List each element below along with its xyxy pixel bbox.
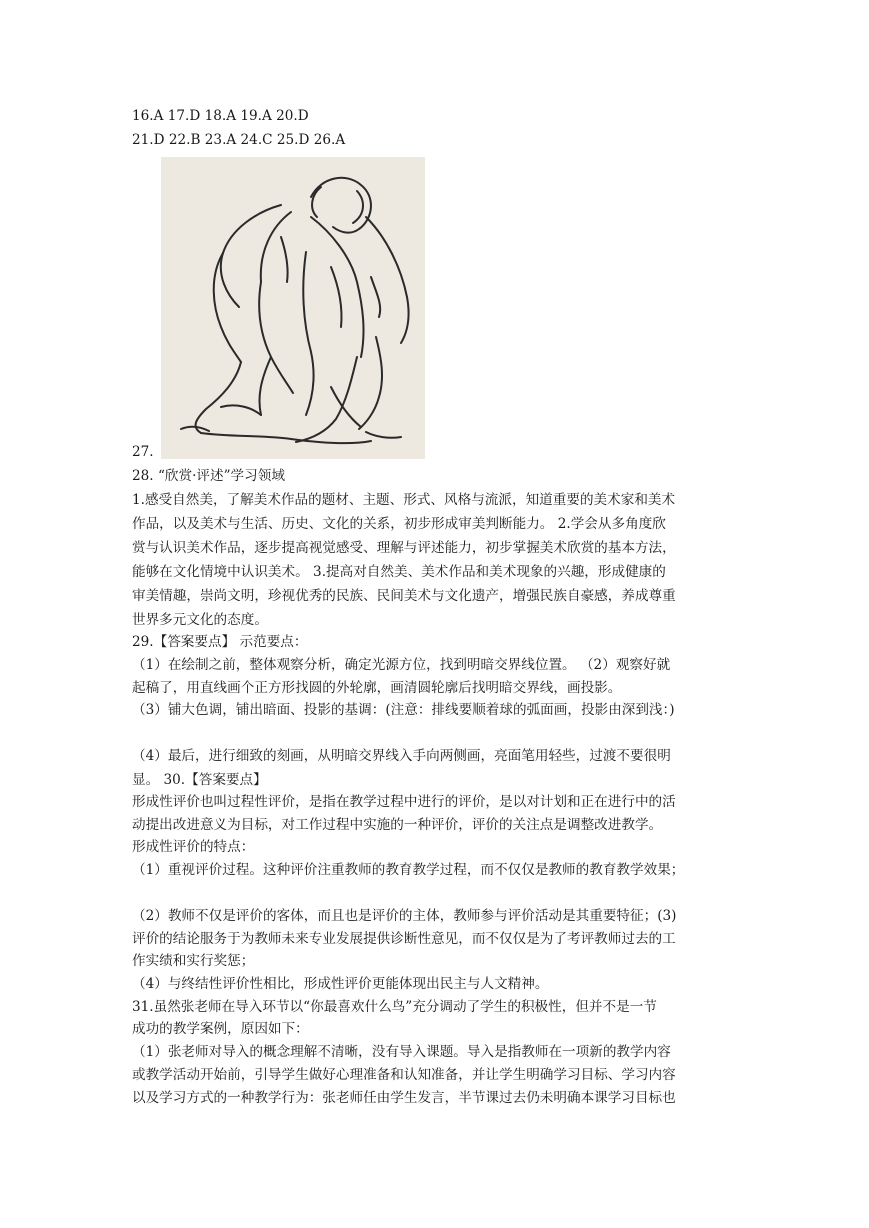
q28-heading: 28. “欣赏·评述”学习领域 xyxy=(132,468,285,484)
ink-figure-sketch xyxy=(161,157,425,459)
text-line: 以及学习方式的一种教学行为：张老师任由学生发言，半节课过去仍未明确本课学习目标也 xyxy=(132,1090,676,1106)
text-line: 评价的结论服务于为教师未来专业发展提供诊断性意见，而不仅仅是为了考评教师过去的工 xyxy=(132,931,676,947)
text-line: 1.感受自然美，了解美术作品的题材、主题、形式、风格与流派，知道重要的美术家和美术 xyxy=(132,492,676,508)
text-line: 起稿了，用直线画个正方形找圆的外轮廓，画清圆轮廓后找明暗交界线，画投影。 xyxy=(132,680,622,696)
text-line: 形成性评价也叫过程性评价，是指在教学过程中进行的评价，是以对计划和正在进行中的活 xyxy=(132,794,676,810)
q31-heading: 31.虽然张老师在导入环节以“你最喜欢什么鸟”充分调动了学生的积极性，但并不是一节 xyxy=(132,999,657,1015)
text-line: 能够在文化情境中认识美术。 3.提高对自然美、美术作品和美术现象的兴趣，形成健康的 xyxy=(132,564,666,580)
text-line: （1）在绘制之前，整体观察分析，确定光源方位，找到明暗交界线位置。 （2）观察好就 xyxy=(132,657,671,673)
text-line: （2）教师不仅是评价的客体，而且也是评价的主体，教师参与评价活动是其重要特征；(3) xyxy=(132,908,677,924)
text-line: 世界多元文化的态度。 xyxy=(132,612,268,628)
text-line: （1）重视评价过程。这种评价注重教师的教育教学过程，而不仅仅是教师的教育教学效果； xyxy=(132,862,685,878)
q30-heading: 显。 30.【答案要点】 xyxy=(132,772,267,788)
text-line: （4）与终结性评价性相比，形成性评价更能体现出民主与人文精神。 xyxy=(132,976,549,992)
text-line: （3）铺大色调，铺出暗面、投影的基调：(注意：排线要顺着球的弧面画，投影由深到浅：) xyxy=(132,702,675,718)
answers-row-2: 21.D 22.B 23.A 24.C 25.D 26.A xyxy=(132,132,346,148)
q29-heading: 29.【答案要点】 示范要点： xyxy=(132,634,308,650)
text-line: 作品，以及美术与生活、历史、文化的关系，初步形成审美判断能力。 2.学会从多角度欣 xyxy=(132,516,666,532)
text-line: （1）张老师对导入的概念理解不清晰，没有导入课题。导入是指教师在一项新的教学内容 xyxy=(132,1044,671,1060)
text-line: 动提出改进意义为目标，对工作过程中实施的一种评价，评价的关注点是调整改进教学。 xyxy=(132,817,663,833)
text-line: 审美情趣，崇尚文明，珍视优秀的民族、民间美术与文化遗产，增强民族自豪感，养成尊重 xyxy=(132,588,676,604)
answers-row-1: 16.A 17.D 18.A 19.A 20.D xyxy=(132,108,309,124)
text-line: 或教学活动开始前，引导学生做好心理准备和认知准备，并让学生明确学习目标、学习内容 xyxy=(132,1067,676,1083)
text-line: （4）最后，进行细致的刻画，从明暗交界线入手向两侧画，亮面笔用轻些，过渡不要很明 xyxy=(132,748,671,764)
question-27-label: 27. xyxy=(132,444,154,460)
figure-sketch-image xyxy=(161,157,425,459)
text-line: 作实绩和实行奖惩； xyxy=(132,953,255,969)
text-line: 成功的教学案例，原因如下： xyxy=(132,1021,309,1037)
text-line: 赏与认识美术作品，逐步提高视觉感受、理解与评述能力，初步掌握美术欣赏的基本方法， xyxy=(132,540,676,556)
text-line: 形成性评价的特点： xyxy=(132,839,255,855)
